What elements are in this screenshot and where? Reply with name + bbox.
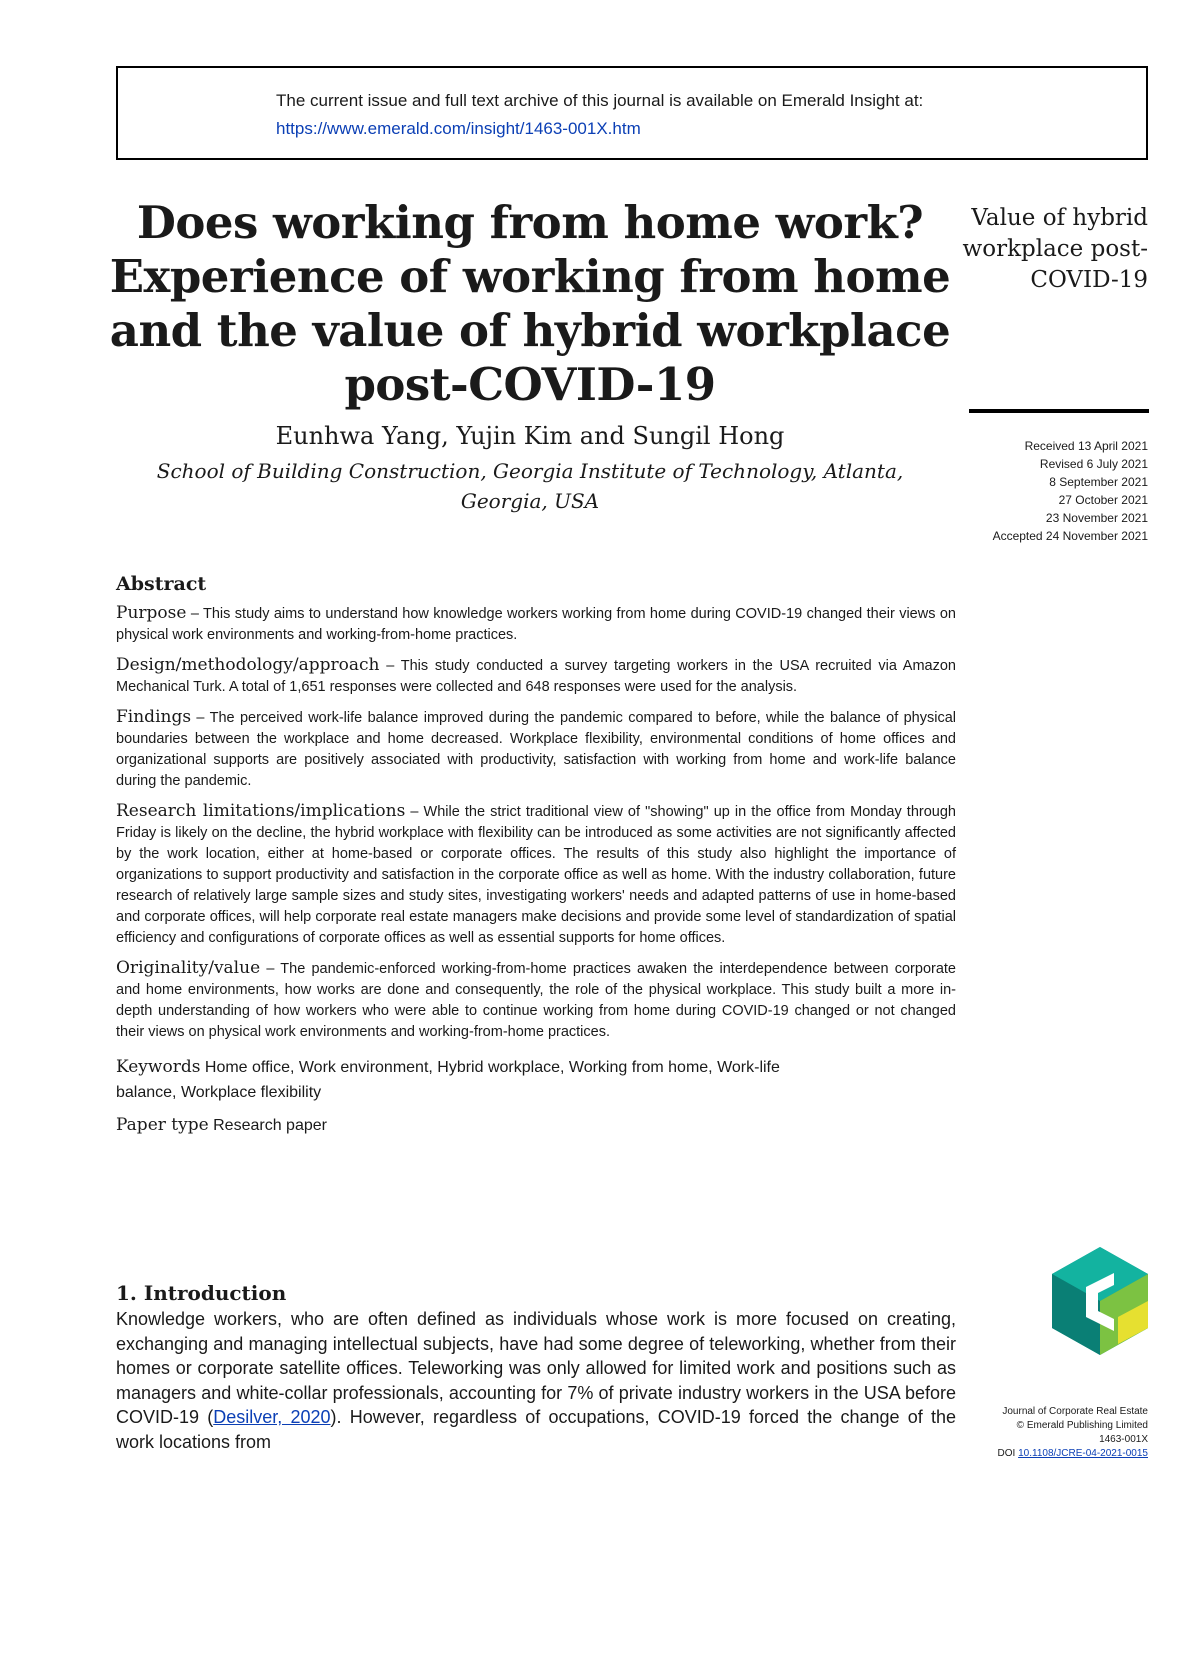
intro-text: Knowledge workers, who are often defined as individuals whose work is more focused on creating, exchanging and managing intellectual subjects, have had some degree of teleworking, whether from their homes or corporate satellite offices. Teleworking was only allowed for limited work and positions such as managers and white-collar professionals, accounting for 7% of private industry workers in the USA before COVID-19 ( xyxy=(116,1309,956,1427)
abstract-purpose xyxy=(116,603,956,646)
affiliation: School of Building Construction, Georgia Institute of Technology, Atlanta, Georgia, USA xyxy=(156,459,904,513)
journal-info xyxy=(928,1405,1148,1461)
section-label: Design/methodology/approach xyxy=(116,655,380,675)
section-label: Research limitations/implications xyxy=(116,801,406,821)
archive-notice-text: The current issue and full text archive of this journal is available on Emerald Insight at: xyxy=(276,91,924,110)
doi-link[interactable]: 10.1108/JCRE-04-2021-0015 xyxy=(1018,1448,1148,1459)
intro-paragraph xyxy=(116,1307,956,1454)
divider xyxy=(969,409,1149,413)
paper-type xyxy=(116,1115,956,1135)
history-dates xyxy=(928,437,1148,545)
archive-link[interactable]: https://www.emerald.com/insight/1463-001X.htm xyxy=(276,119,641,138)
abstract-limitations xyxy=(116,801,956,949)
paper-title: Does working from home work? Experience of working from home and the value of hybrid workplace post-COVID-19 xyxy=(109,196,951,411)
running-head: Value of hybrid workplace post-COVID-19 xyxy=(962,205,1148,293)
abstract xyxy=(116,573,956,1135)
section-text: – This study aims to understand how knowledge workers working from home during COVID-19 changed their views on physical work environments and working-from-home practices. xyxy=(116,606,956,643)
date-accepted: Accepted 24 November 2021 xyxy=(992,529,1148,543)
date-revised: 23 November 2021 xyxy=(1045,511,1148,525)
keywords xyxy=(116,1055,836,1105)
intro-text: ). However, regardless of occupations, COVID-19 forced the change of the work locations from xyxy=(116,1407,956,1452)
abstract-heading: Abstract xyxy=(116,573,207,595)
date-revised: Revised 6 July 2021 xyxy=(1039,457,1148,471)
paper-type-text: Research paper xyxy=(208,1117,327,1134)
authors: Eunhwa Yang, Yujin Kim and Sungil Hong xyxy=(275,422,785,450)
intro-heading: 1. Introduction xyxy=(116,1281,287,1305)
section-text: – This study conducted a survey targeting workers in the USA recruited via Amazon Mechanical Turk. A total of 1,651 responses were collected and 648 responses were used for the analysis. xyxy=(116,658,956,695)
paper-type-label: Paper type xyxy=(116,1115,209,1135)
keywords-text: Home office, Work environment, Hybrid workplace, Working from home, Work-life balance, Workplace flexibility xyxy=(116,1059,780,1101)
date-revised: 8 September 2021 xyxy=(1049,475,1148,489)
publisher: © Emerald Publishing Limited xyxy=(1016,1420,1148,1431)
emerald-logo-icon xyxy=(1052,1247,1148,1355)
issn: 1463-001X xyxy=(1099,1434,1148,1445)
doi-label: DOI xyxy=(997,1448,1019,1459)
archive-notice-box xyxy=(116,66,1148,160)
section-text: – The perceived work-life balance improved during the pandemic compared to before, while the balance of physical boundaries between the workplace and home decreased. Workplace flexibility, environmental conditions of home offices and organizational supports are positively associated with productivity, satisfaction with working from home and work-life balance during the pandemic. xyxy=(116,710,956,789)
section-label: Purpose xyxy=(116,603,187,623)
date-revised: 27 October 2021 xyxy=(1058,493,1148,507)
section-label: Originality/value xyxy=(116,958,261,978)
abstract-originality xyxy=(116,958,956,1043)
keywords-label: Keywords xyxy=(116,1057,201,1077)
doi xyxy=(928,1447,1148,1461)
date-received: Received 13 April 2021 xyxy=(1024,439,1148,453)
section-text: – The pandemic-enforced working-from-home practices awaken the interdependence between corporate and home environments, how works are done and consequently, the role of the physical workplace. This study built a more in-depth understanding of how workers who were able to continue working from home during COVID-19 changed or not changed their views on physical work environments and working-from-home practices. xyxy=(116,961,956,1040)
journal-name: Journal of Corporate Real Estate xyxy=(1002,1406,1148,1417)
citation-link[interactable]: Desilver, 2020 xyxy=(213,1407,331,1427)
section-text: – While the strict traditional view of "showing" up in the office from Monday through Friday is likely on the decline, the hybrid workplace with flexibility can be introduced as some activities are not significantly affected by the work location, either at home-based or corporate offices. The results of this study also highlight the importance of organizations to support productivity and satisfaction in the corporate office as well as home. With the industry collaboration, future research of relatively large sample sizes and study sites, investigating workers' needs and adapted patterns of use in home-based and corporate offices, will help corporate real estate managers make decisions and provide some level of standardization of spatial efficiency and configurations of corporate offices as well as essential supports for home offices. xyxy=(116,804,956,946)
section-label: Findings xyxy=(116,707,192,727)
abstract-design xyxy=(116,655,956,698)
abstract-findings xyxy=(116,707,956,792)
